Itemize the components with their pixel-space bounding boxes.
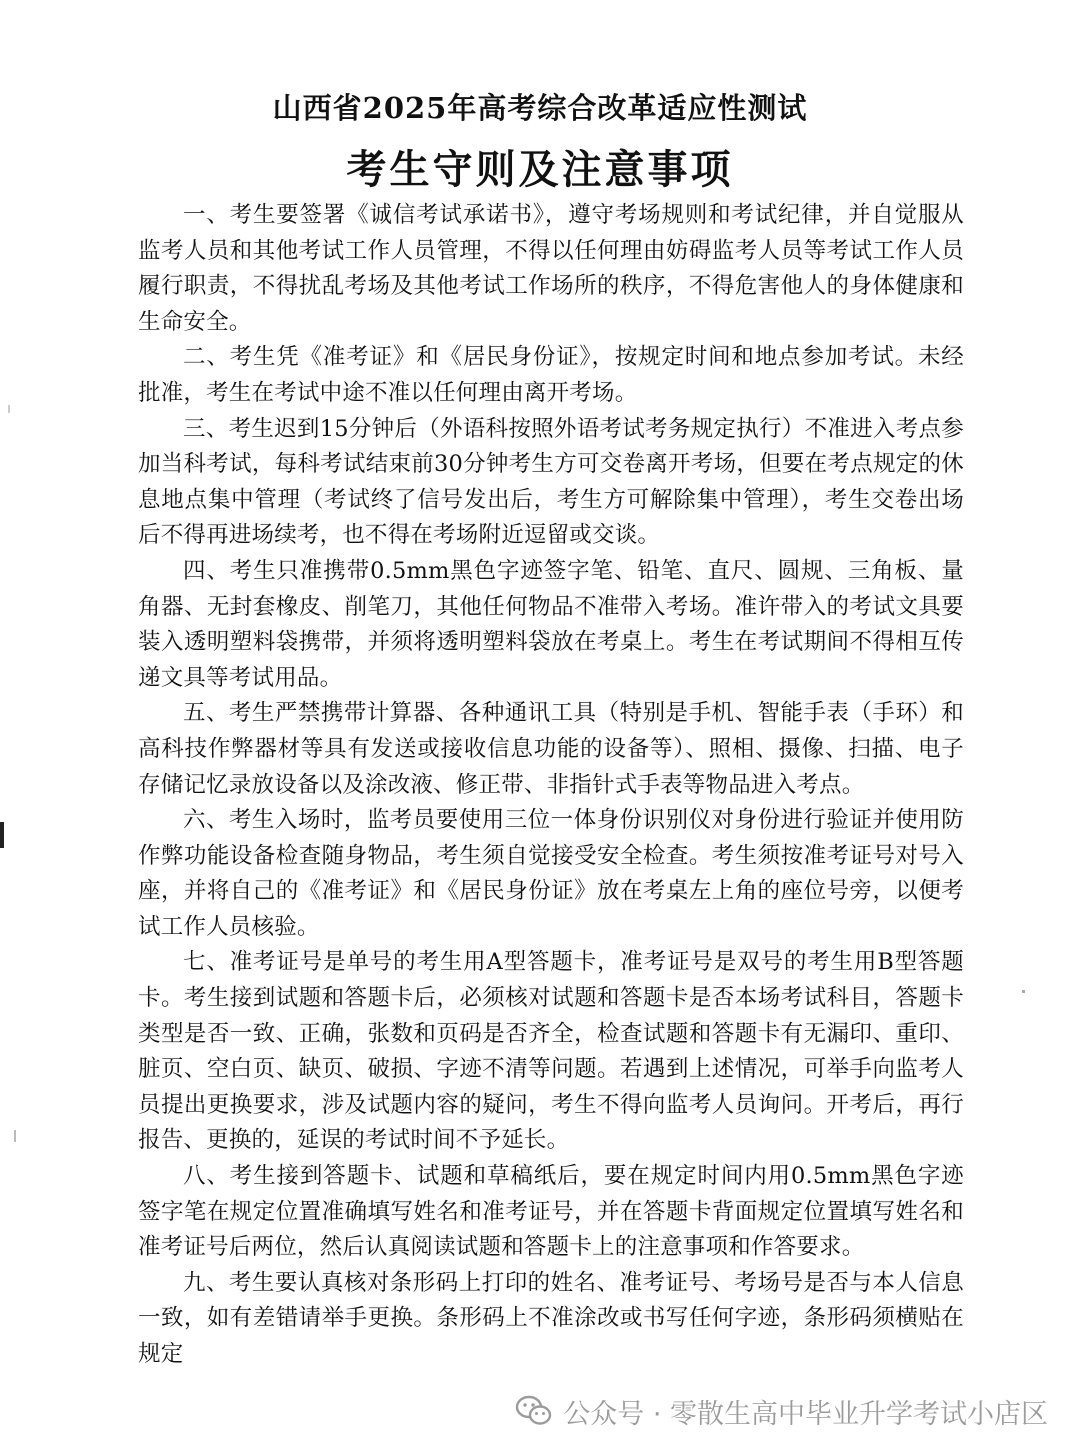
watermark-text: 公众号 · 零散生高中毕业升学考试小店区	[563, 1398, 1048, 1430]
document-subtitle: 考生守则及注意事项	[346, 146, 734, 193]
scan-speck	[1022, 990, 1025, 993]
paragraph-8: 八、考生接到答题卡、试题和草稿纸后，要在规定时间内用0.5mm黑色字迹签字笔在规定位置准确填写姓名和准考证号，并在答题卡背面规定位置填写姓名和准考证号后两位，然后认真阅读试题和答题卡上的注意事项和作答要求。	[138, 1163, 964, 1261]
paragraph-7: 七、准考证号是单号的考生用A型答题卡，准考证号是双号的考生用B型答题卡。考生接到试题和答题卡后，必须核对试题和答题卡是否本场考试科目，答题卡类型是否一致、正确，张数和页码是否齐全，检查试题和答题卡有无漏印、重印、脏页、空白页、缺页、破损、字迹不清等问题。若遇到上述情况，可举手向监考人员提出更换要求，涉及试题内容的疑问，考生不得向监考人员询问。开考后，再行报告、更换的，延误的考试时间不予延长。	[138, 949, 964, 1154]
wechat-icon	[515, 1394, 553, 1428]
paragraph-9: 九、考生要认真核对条形码上打印的姓名、准考证号、考场号是否与本人信息一致，如有差错请举手更换。条形码上不准涂改或书写任何字迹，条形码须横贴在规定	[138, 1269, 964, 1367]
scan-mark-left	[0, 822, 4, 848]
paragraph-5: 五、考生严禁携带计算器、各种通讯工具（特别是手机、智能手表（手环）和高科技作弊器材等具有发送或接收信息功能的设备等）、照相、摄像、扫描、电子存储记忆录放设备以及涂改液、修正带、非指针式手表等物品进入考点。	[138, 700, 964, 798]
document-title: 山西省2025年高考综合改革适应性测试	[272, 91, 808, 125]
scan-speck	[14, 1130, 16, 1142]
paragraph-2: 二、考生凭《准考证》和《居民身份证》，按规定时间和地点参加考试。未经批准，考生在考试中途不准以任何理由离开考场。	[138, 344, 964, 406]
paragraph-1: 一、考生要签署《诚信考试承诺书》，遵守考场规则和考试纪律，并自觉服从监考人员和其他考试工作人员管理，不得以任何理由妨碍监考人员等考试工作人员履行职责，不得扰乱考场及其他考试工作场所的秩序，不得危害他人的身体健康和生命安全。	[138, 202, 964, 335]
scan-speck	[8, 405, 10, 413]
document-body	[138, 198, 964, 1373]
paragraph-4: 四、考生只准携带0.5mm黑色字迹签字笔、铅笔、直尺、圆规、三角板、量角器、无封套橡皮、削笔刀，其他任何物品不准带入考场。准许带入的考试文具要装入透明塑料袋携带，并须将透明塑料袋放在考桌上。考生在考试期间不得相互传递文具等考试用品。	[138, 557, 964, 691]
paragraph-6: 六、考生入场时，监考员要使用三位一体身份识别仪对身份进行验证并使用防作弊功能设备检查随身物品，考生须自觉接受安全检查。考生须按准考证号对号入座，并将自己的《准考证》和《居民身份证》放在考桌左上角的座位号旁，以便考试工作人员核验。	[138, 807, 964, 940]
paragraph-3: 三、考生迟到15分钟后（外语科按照外语考试考务规定执行）不准进入考点参加当科考试，每科考试结束前30分钟考生方可交卷离开考场，但要在考点规定的休息地点集中管理（考试终了信号发出后，考生方可解除集中管理），考生交卷出场后不得再进场续考，也不得在考场附近逗留或交谈。	[138, 415, 964, 549]
watermark	[515, 1388, 1048, 1434]
